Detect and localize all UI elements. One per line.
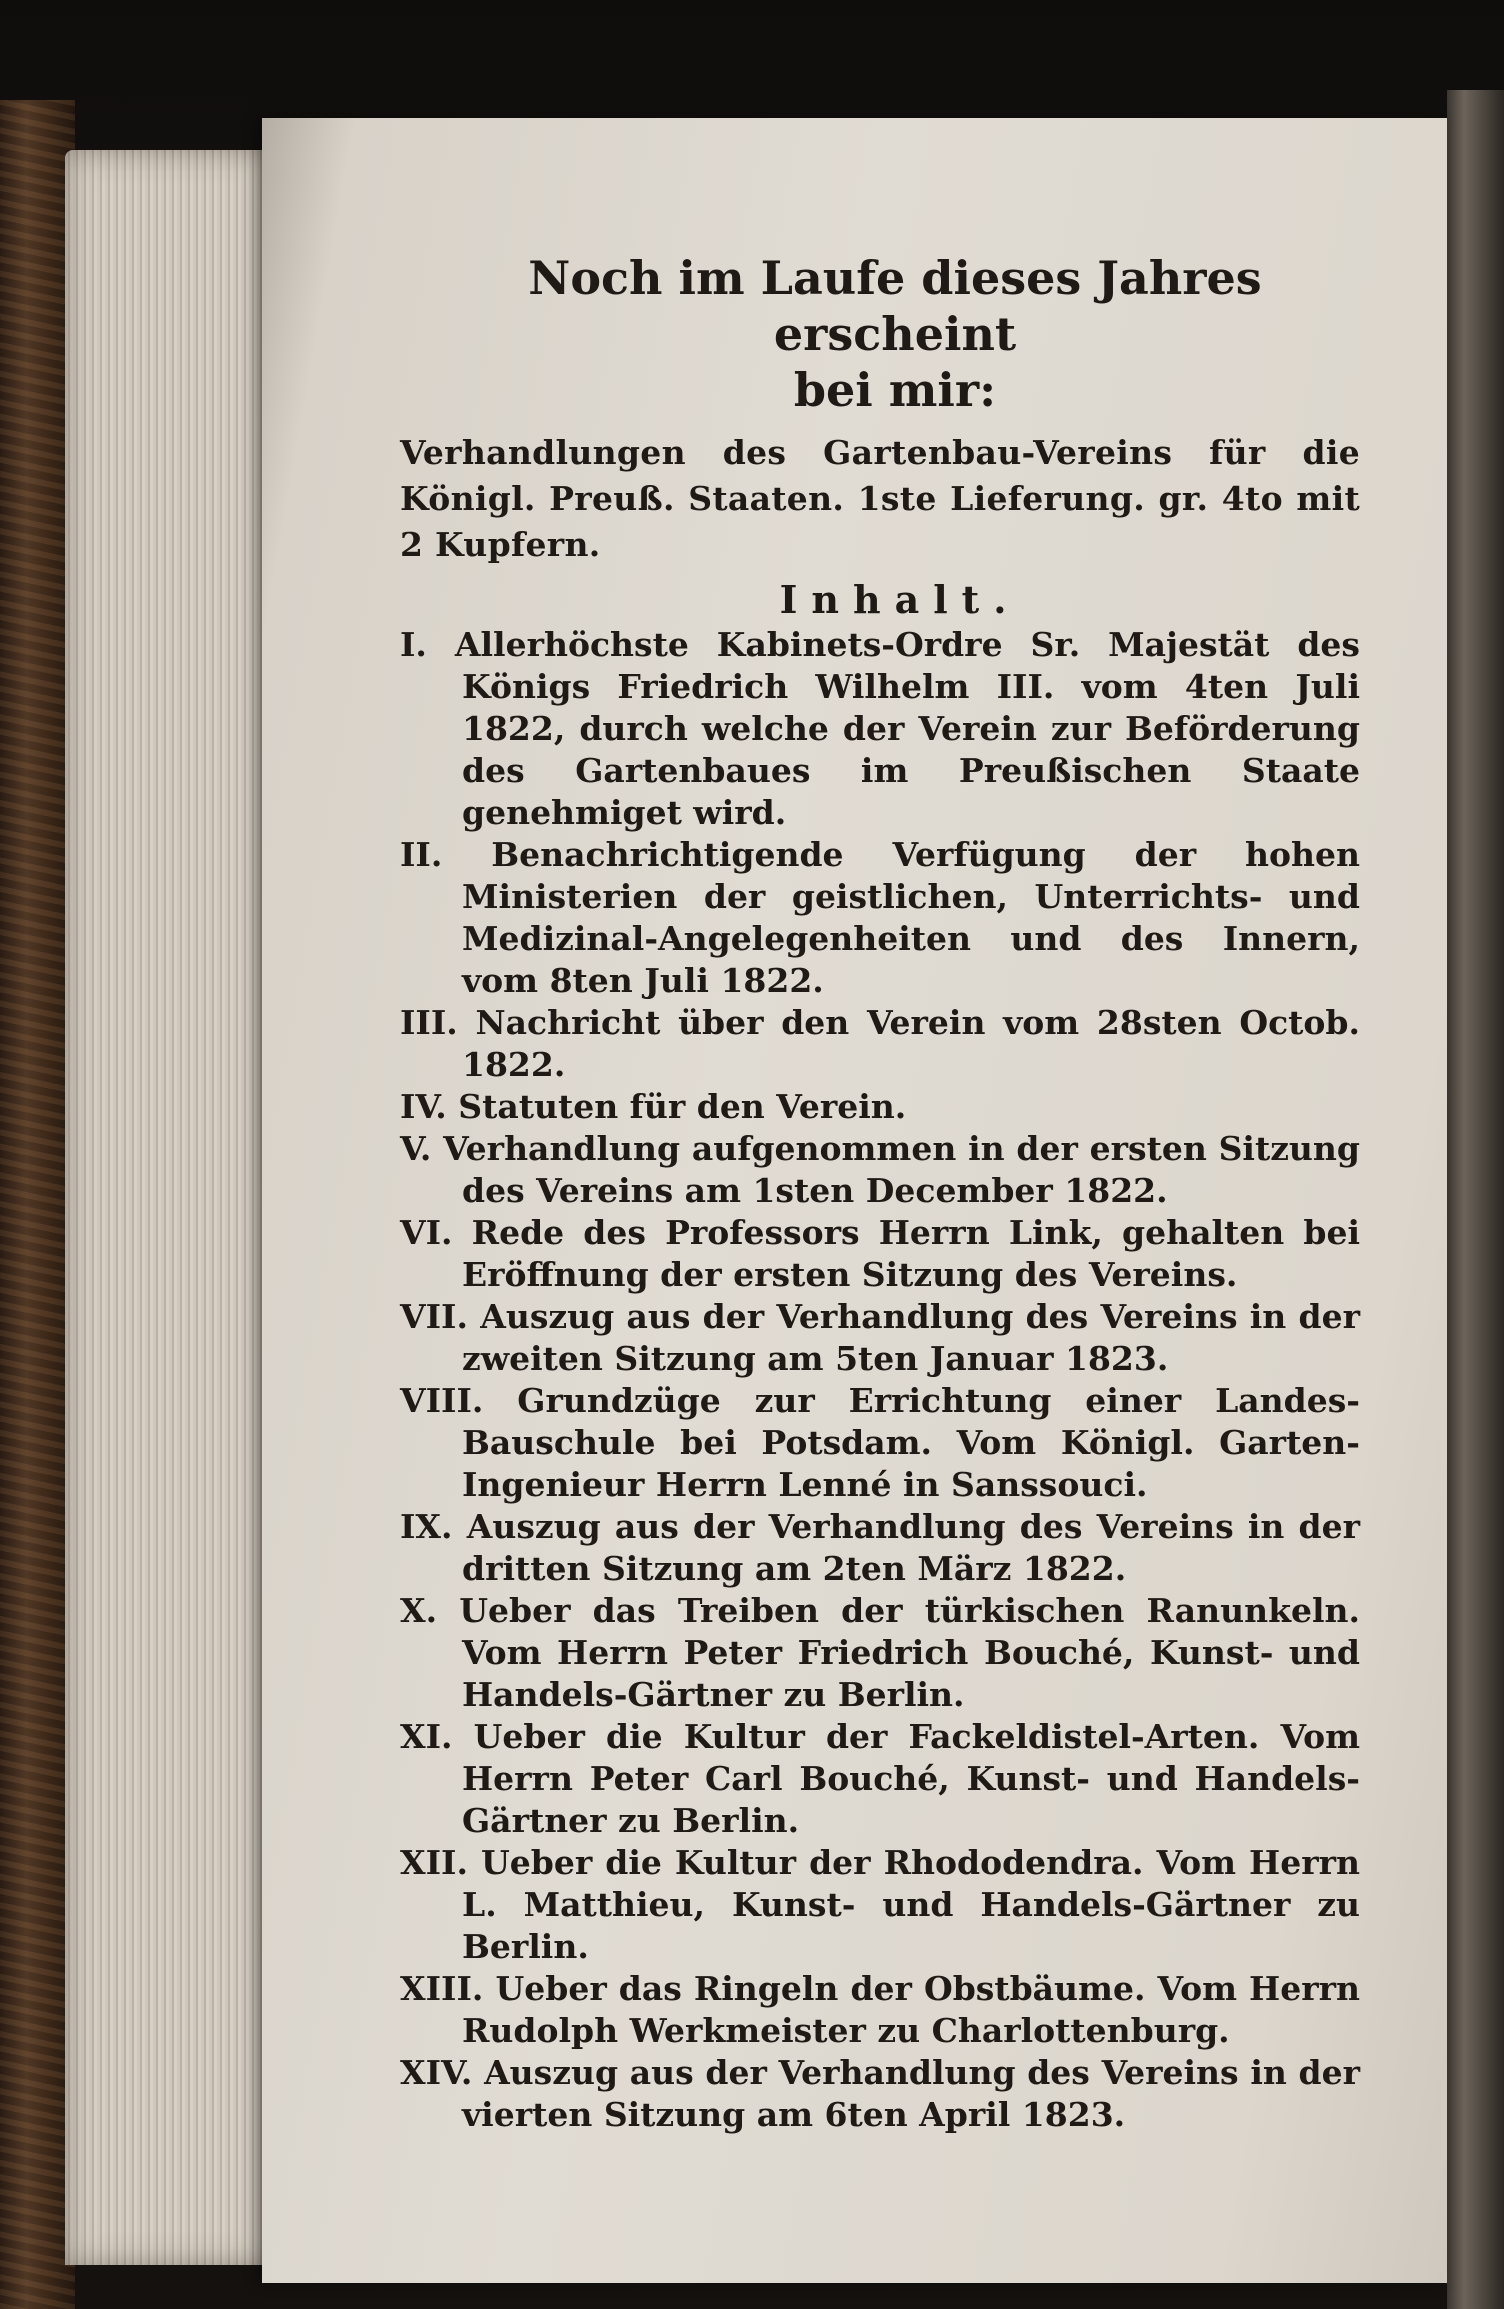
toc-item: [400, 1968, 1360, 2052]
toc-item: [400, 1296, 1360, 1380]
book-cover: [0, 100, 75, 2309]
toc-item: [400, 2052, 1360, 2136]
toc-item-number: XII.: [400, 1843, 468, 1882]
toc-item-number: VII.: [400, 1297, 468, 1336]
toc-item-number: I.: [400, 625, 427, 664]
toc-item-text: Allerhöchste Kabinets-Ordre Sr. Majestät des Königs Friedrich Wilhelm III. vom 4ten Juli 1822, durch welche der Verein zur Beförderung des Gartenbaues im Preußischen Staate genehmiget wird.: [454, 625, 1360, 832]
announcement-line-1: Noch im Laufe dieses Jahres erscheint: [528, 251, 1262, 361]
toc-item-text: Ueber das Treiben der türkischen Ranunkeln. Vom Herrn Peter Friedrich Bouché, Kunst- und Handels-Gärtner zu Berlin.: [459, 1591, 1360, 1714]
publication-title: Verhandlungen des Gartenbau-Vereins für die Königl. Preuß. Staaten. 1ste Lieferung. gr. 4to mit 2 Kupfern.: [400, 433, 1360, 564]
toc-item-number: VI.: [400, 1213, 453, 1252]
page-text: [400, 250, 1360, 2136]
toc-item: [400, 1590, 1360, 1716]
toc-item-number: V.: [400, 1129, 432, 1168]
toc-item: [400, 1716, 1360, 1842]
toc-item-number: XI.: [400, 1717, 453, 1756]
toc-item-number: XIII.: [400, 1969, 484, 2008]
toc-item-number: IX.: [400, 1507, 453, 1546]
toc-item: [400, 1506, 1360, 1590]
toc-item: [400, 1086, 1360, 1128]
toc-item-text: Ueber die Kultur der Rhododendra. Vom Herrn L. Matthieu, Kunst- und Handels-Gärtner zu Berlin.: [462, 1843, 1360, 1966]
toc-item-text: Grundzüge zur Errichtung einer Landes-Bauschule bei Potsdam. Vom Königl. Garten-Ingenieur Herrn Lenné in Sanssouci.: [462, 1381, 1360, 1504]
toc-item-text: Auszug aus der Verhandlung des Vereins in der dritten Sitzung am 2ten März 1822.: [462, 1507, 1361, 1588]
toc-item-text: Auszug aus der Verhandlung des Vereins in der vierten Sitzung am 6ten April 1823.: [462, 2053, 1360, 2134]
toc-item: [400, 1380, 1360, 1506]
toc-item-number: XIV.: [400, 2053, 473, 2092]
toc-item: [400, 834, 1360, 1002]
facing-page-edge: [1447, 90, 1504, 2309]
toc-item-text: Auszug aus der Verhandlung des Vereins in der zweiten Sitzung am 5ten Januar 1823.: [462, 1297, 1360, 1378]
toc-item-text: Statuten für den Verein.: [458, 1087, 907, 1126]
toc-item-text: Rede des Professors Herrn Link, gehalten bei Eröffnung der ersten Sitzung des Vereins.: [462, 1213, 1360, 1294]
toc-item-number: VIII.: [400, 1381, 484, 1420]
toc-item-number: X.: [400, 1591, 438, 1630]
announcement-line-2: bei mir:: [793, 363, 997, 417]
toc-item: [400, 1842, 1360, 1968]
page-edges: [65, 150, 270, 2265]
contents-heading: Inhalt.: [779, 577, 1021, 622]
toc-item: [400, 1002, 1360, 1086]
toc-item: [400, 624, 1360, 834]
toc-item-text: Ueber die Kultur der Fackeldistel-Arten. Vom Herrn Peter Carl Bouché, Kunst- und Handels-Gärtner zu Berlin.: [462, 1717, 1360, 1840]
toc-item-number: II.: [400, 835, 443, 874]
toc-item-text: Verhandlung aufgenommen in der ersten Sitzung des Vereins am 1sten December 1822.: [443, 1129, 1360, 1210]
toc-item-number: III.: [400, 1003, 458, 1042]
toc-item-text: Benachrichtigende Verfügung der hohen Ministerien der geistlichen, Unterrichts- und Medizinal-Angelegenheiten und des Innern, vom 8ten Juli 1822.: [462, 835, 1360, 1000]
toc-item-number: IV.: [400, 1087, 447, 1126]
toc-item-text: Ueber das Ringeln der Obstbäume. Vom Herrn Rudolph Werkmeister zu Charlottenburg.: [462, 1969, 1360, 2050]
table-of-contents: [400, 624, 1360, 2136]
toc-item: [400, 1212, 1360, 1296]
toc-item-text: Nachricht über den Verein vom 28sten Octob. 1822.: [462, 1003, 1360, 1084]
toc-item: [400, 1128, 1360, 1212]
